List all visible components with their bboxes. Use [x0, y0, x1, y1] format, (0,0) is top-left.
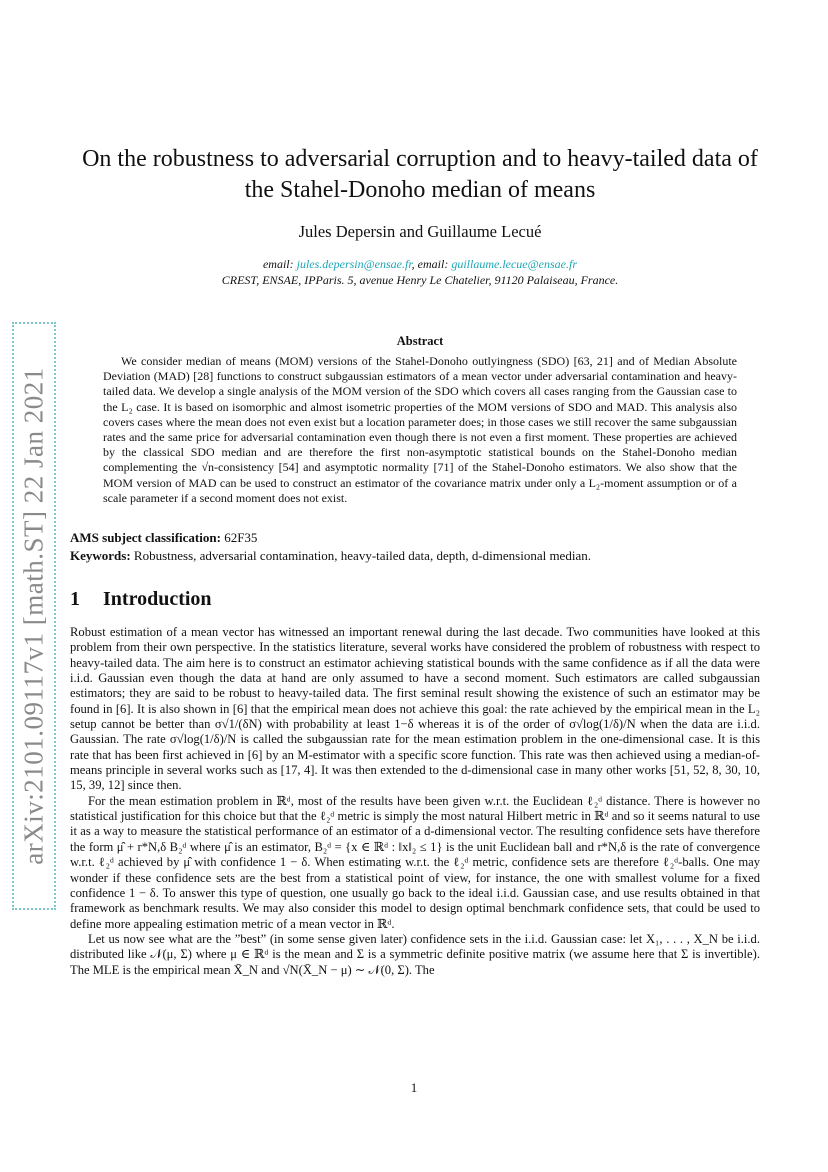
- arxiv-identifier: arXiv:2101.09117v1 [math.ST] 22 Jan 2021: [18, 367, 49, 865]
- email-label-2: , email:: [411, 257, 449, 271]
- affiliation-address: CREST, ENSAE, IPParis. 5, avenue Henry Le Chatelier, 91120 Palaiseau, France.: [221, 273, 619, 287]
- keywords-value: Robustness, adversarial contamination, heavy-tailed data, depth, d-dimensional median.: [133, 548, 591, 563]
- affiliation-block: [70, 256, 770, 288]
- ams-label: AMS subject classification:: [70, 530, 221, 545]
- email-link-lecue[interactable]: guillaume.lecue@ensae.fr: [451, 257, 577, 271]
- abstract-heading: Abstract: [396, 334, 444, 348]
- paragraph: Robust estimation of a mean vector has witnessed an important renewal during the last decade. Two communities have looked at this problem from their own perspective. In the statistics literature, several works have considered the problem of robustness with respect to heavy-tailed data. The aim here is to construct an estimator achieving statistical bounds with the same confidence as if all the data were i.i.d. Gaussian even though the data at hand are only assumed to have a second moment. Such estimators are called subgaussian estimators; they are said to be robust to heavy-tailed data. The first seminal result showing the existence of such an estimator may be found in [6]. It is also shown in [6] that the empirical mean does not achieve this goal: the rate achieved by the empirical mean in the L₂ setup cannot be better than σ√1/(δN) with probability at least 1−δ whereas it is of the order of σ√log(1/δ)/N when the data are i.i.d. Gaussian. The rate σ√log(1/δ)/N is called the subgaussian rate for the mean estimation problem in the one-dimensional case. It is this rate that has been first achieved in [6] by an M-estimator with a specific score function. This rate was then achieved using a median-of-means principle in several works such as [17, 4]. It was then extended to the d-dimensional case in many other works [51, 52, 8, 30, 10, 15, 39, 12] since then.: [70, 625, 760, 793]
- keywords: [70, 548, 760, 564]
- section-number: 1: [70, 588, 80, 610]
- page-number: 1: [410, 1080, 418, 1095]
- paragraph: Let us now see what are the ”best” (in some sense given later) confidence sets in the i.i.d. Gaussian case: let X₁, . . . , X_N be i.i.d. distributed like 𝒩(μ, Σ) where μ ∈ ℝᵈ is the mean and Σ is a symmetric definite positive matrix (we assume here that Σ is invertible). The MLE is the empirical mean X̄_N and √N(X̄_N − μ) ∼ 𝒩(0, Σ). The: [70, 931, 760, 977]
- authors: Jules Depersin and Guillaume Lecué: [298, 222, 542, 241]
- email-label: email:: [262, 257, 294, 271]
- abstract-text: We consider median of means (MOM) versions of the Stahel-Donoho outlyingness (SDO) [63, 21] and of Median Absolute Deviation (MAD) [28] functions to construct subgaussian estimators of a mean vector under adversarial contamination and heavy-tailed data. We develop a single analysis of the MOM version of the SDO which covers all cases ranging from the Gaussian case to the L₂ case. It is based on isomorphic and almost isometric properties of the MOM versions of SDO and MAD. This analysis also covers cases where the mean does not even exist but a location parameter does; in those cases we still recover the same subgaussian rates and the same price for adversarial contamination even though there is not even a first moment. These properties are achieved by the classical SDO median and are therefore the first non-asymptotic statistical bounds on the Stahel-Donoho median complementing the √n-consistency [54] and asymptotic normality [71] of the Stahel-Donoho estimators. We also show that the MOM version of MAD can be used to construct an estimator of the covariance matrix under only a L₂-moment assumption or of a scale parameter if a second moment does not exist.: [103, 354, 737, 505]
- keywords-label: Keywords:: [70, 548, 131, 563]
- arxiv-stamp: [12, 322, 56, 910]
- paragraph: For the mean estimation problem in ℝᵈ, most of the results have been given w.r.t. the Euclidean ℓ₂ᵈ distance. There is however no statistical justification for this choice but that the ℓ₂ᵈ metric is simply the most natural Hilbert metric in ℝᵈ and so it seems natural to use it as a way to measure the statistical performance of an estimator of a d-dimensional vector. The resulting confidence sets have therefore the form μ̂ + r*N,δ B₂ᵈ where μ̂ is an estimator, B₂ᵈ = {x ∈ ℝᵈ : ‖x‖₂ ≤ 1} is the unit Euclidean ball and r*N,δ is the rate of convergence w.r.t. ℓ₂ᵈ achieved by μ̂ with confidence 1 − δ. When estimating w.r.t. the ℓ₂ᵈ metric, confidence sets are therefore ℓ₂ᵈ-balls. One may wonder if these confidence sets are the best from a statistical point of view, for instance, the one with smallest volume for a fixed confidence 1 − δ. To answer this type of question, one usually go back to the ideal i.i.d. Gaussian case, and use results obtained in that framework as benchmark results. We may also consider this model to design optimal benchmark confidence sets, that could be used to define more appealing estimation metric of a mean vector in ℝᵈ.: [70, 793, 760, 931]
- email-line: [70, 256, 770, 272]
- section-body: [70, 625, 760, 978]
- section-title: Introduction: [103, 588, 212, 610]
- paper-title: On the robustness to adversarial corruption and to heavy-tailed data of the Stahel-Donoho median of means: [82, 146, 758, 203]
- ams-value: 62F35: [224, 530, 258, 545]
- ams-classification: [70, 530, 760, 546]
- section-heading: [70, 588, 212, 611]
- email-link-depersin[interactable]: jules.depersin@ensae.fr: [296, 257, 412, 271]
